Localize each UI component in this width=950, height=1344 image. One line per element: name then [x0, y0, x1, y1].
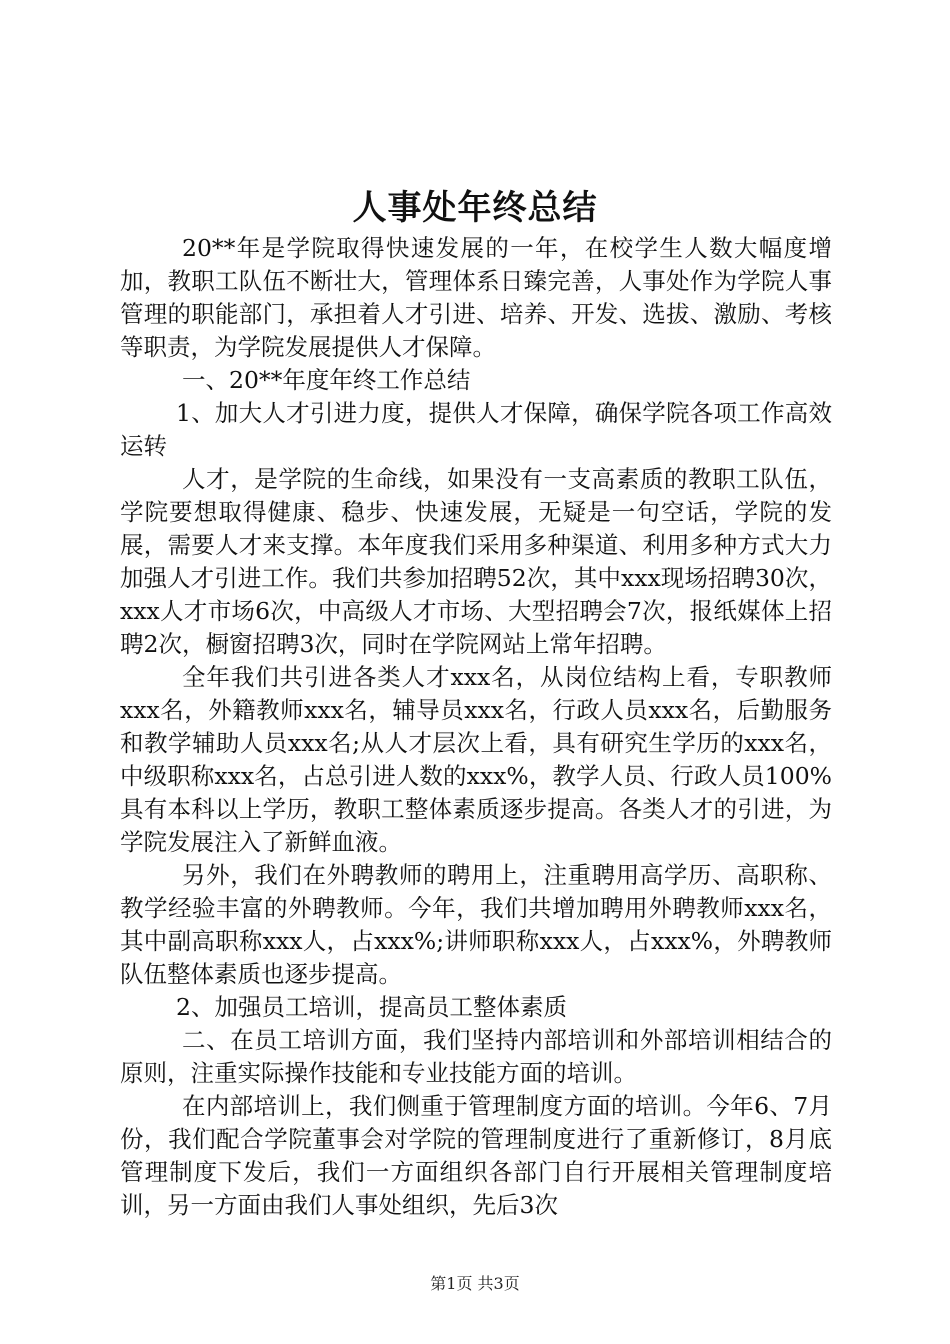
section-heading-2: 二、在员工培训方面，我们坚持内部培训和外部培训相结合的原则，注重实际操作技能和专业技能方面的培训。	[120, 1026, 832, 1087]
paragraph-talent: 人才，是学院的生命线，如果没有一支高素质的教职工队伍，学院要想取得健康、稳步、快速发展，无疑是一句空话，学院的发展，需要人才来支撑。本年度我们采用多种渠道、利用多种方式大力加强人才引进工作。我们共参加招聘52次，其中xxx现场招聘30次，xxx人才市场6次，中高级人才市场、大型招聘会7次，报纸媒体上招聘2次，橱窗招聘3次，同时在学院网站上常年招聘。	[120, 465, 832, 658]
subsection-heading-1: 1、加大人才引进力度，提供人才保障，确保学院各项工作高效运转	[120, 399, 832, 460]
document-body	[120, 232, 832, 1222]
paragraph-recruitment: 全年我们共引进各类人才xxx名，从岗位结构上看，专职教师xxx名，外籍教师xxx名，辅导员xxx名，行政人员xxx名，后勤服务和教学辅助人员xxx名;从人才层次上看，具有研究生学历的xxx名，中级职称xxx名，占总引进人数的xxx%，教学人员、行政人员100%具有本科以上学历，教职工整体素质逐步提高。各类人才的引进，为学院发展注入了新鲜血液。	[120, 663, 832, 856]
subsection-heading-2: 2、加强员工培训，提高员工整体素质	[176, 993, 567, 1021]
document-title: 人事处年终总结	[352, 188, 598, 228]
section-heading-1: 一、20**年度年终工作总结	[182, 366, 471, 394]
paragraph-intro: 20**年是学院取得快速发展的一年，在校学生人数大幅度增加，教职工队伍不断壮大，管理体系日臻完善，人事处作为学院人事管理的职能部门，承担着人才引进、培养、开发、选拔、激励、考核等职责，为学院发展提供人才保障。	[120, 234, 832, 361]
page-footer: 第1页 共3页	[430, 1274, 520, 1293]
paragraph-external-teachers: 另外，我们在外聘教师的聘用上，注重聘用高学历、高职称、教学经验丰富的外聘教师。今年，我们共增加聘用外聘教师xxx名，其中副高职称xxx人，占xxx%;讲师职称xxx人，占xxx%，外聘教师队伍整体素质也逐步提高。	[120, 861, 832, 988]
paragraph-internal-training: 在内部培训上，我们侧重于管理制度方面的培训。今年6、7月份，我们配合学院董事会对学院的管理制度进行了重新修订，8月底管理制度下发后，我们一方面组织各部门自行开展相关管理制度培训，另一方面由我们人事处组织，先后3次	[120, 1092, 832, 1219]
